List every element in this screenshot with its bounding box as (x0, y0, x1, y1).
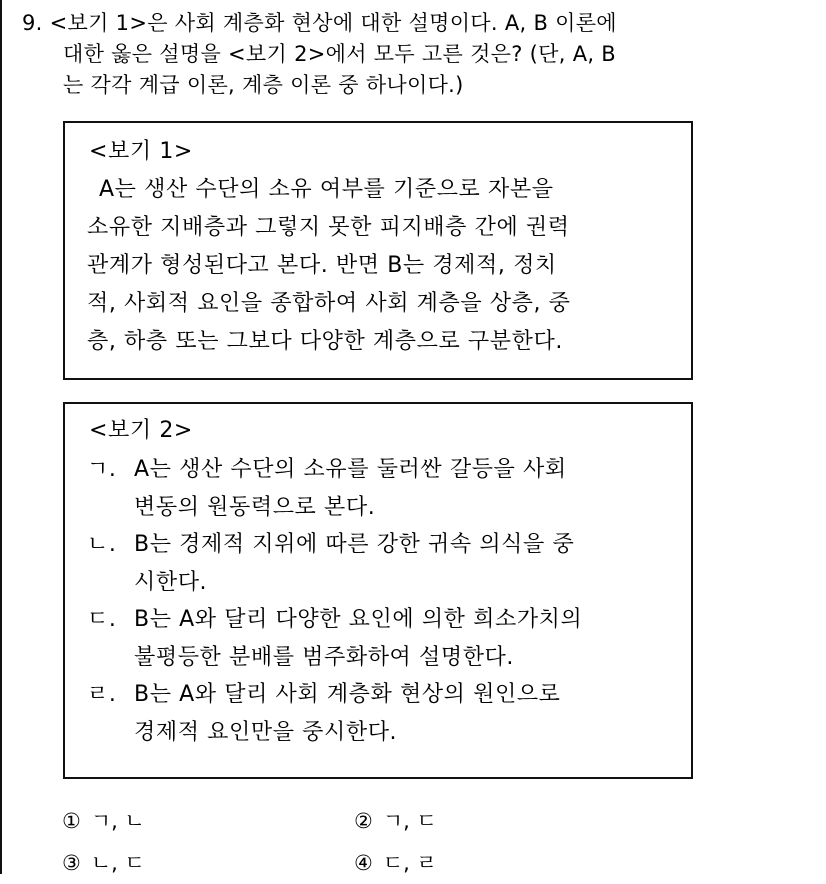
choice-number: ① (62, 809, 81, 833)
reference-box-2 (63, 402, 693, 779)
statement-line: 시한다. (134, 569, 208, 595)
choice-text: ㄱ, ㄴ (90, 809, 145, 833)
statement-line: B는 A와 달리 다양한 요인에 의한 희소가치의 (134, 607, 583, 632)
passage-line: 적, 사회적 요인을 종합하여 사회 계층을 상층, 중 (87, 291, 571, 316)
statement-item-giyeok (87, 451, 677, 526)
answer-choice-3[interactable] (62, 842, 145, 884)
statement-line: 경제적 요인만을 중시한다. (134, 719, 398, 745)
statement-item-digeut (87, 601, 677, 676)
passage-line: 층, 하층 또는 그보다 다양한 계층으로 구분한다. (87, 329, 563, 354)
passage-line: A는 생산 수단의 소유 여부를 기준으로 자본을 (99, 177, 554, 202)
answer-choice-1[interactable] (62, 800, 145, 842)
statement-line: A는 생산 수단의 소유를 둘러싼 갈등을 사회 (134, 457, 567, 482)
passage-line: 소유한 지배층과 그렇지 못한 피지배층 간에 권력 (87, 215, 570, 240)
reference-box-1-title: <보기 1> (89, 139, 193, 164)
statement-line: 불평등한 분배를 범주화하여 설명한다. (134, 644, 515, 670)
choice-text: ㄱ, ㄷ (382, 809, 437, 833)
statement-marker: ㄷ. (87, 607, 117, 632)
page-left-border (0, 0, 2, 874)
choice-text: ㄷ, ㄹ (382, 851, 437, 875)
statement-marker: ㄱ. (87, 457, 117, 482)
answer-choice-4[interactable] (354, 842, 437, 884)
statement-line: B는 경제적 지위에 따른 강한 귀속 의식을 중 (134, 532, 575, 557)
statement-item-rieul (87, 676, 677, 751)
statement-item-nieun (87, 526, 677, 601)
choice-number: ② (354, 809, 373, 833)
choice-number: ④ (354, 851, 373, 875)
statement-line: 변동의 원동력으로 본다. (134, 494, 376, 520)
choice-text: ㄴ, ㄷ (90, 851, 145, 875)
choice-number: ③ (62, 851, 81, 875)
answer-choice-2[interactable] (354, 800, 437, 842)
reference-box-2-title: <보기 2> (89, 418, 193, 443)
reference-box-1 (63, 121, 693, 380)
statement-marker: ㄴ. (87, 532, 117, 557)
passage-line: 관계가 형성된다고 본다. 반면 B는 경제적, 정치 (87, 253, 557, 278)
question-line: 는 각각 계급 이론, 계층 이론 중 하나이다.) (63, 73, 464, 97)
statement-list (87, 451, 677, 751)
reference-passage (87, 171, 677, 361)
question-stem (22, 8, 812, 101)
statement-line: B는 A와 달리 사회 계층화 현상의 원인으로 (134, 682, 561, 707)
question-line: 대한 옳은 설명을 <보기 2>에서 모두 고른 것은? (단, A, B (63, 42, 617, 66)
statement-marker: ㄹ. (87, 682, 117, 707)
question-line: 9. <보기 1>은 사회 계층화 현상에 대한 설명이다. A, B 이론에 (22, 11, 617, 35)
